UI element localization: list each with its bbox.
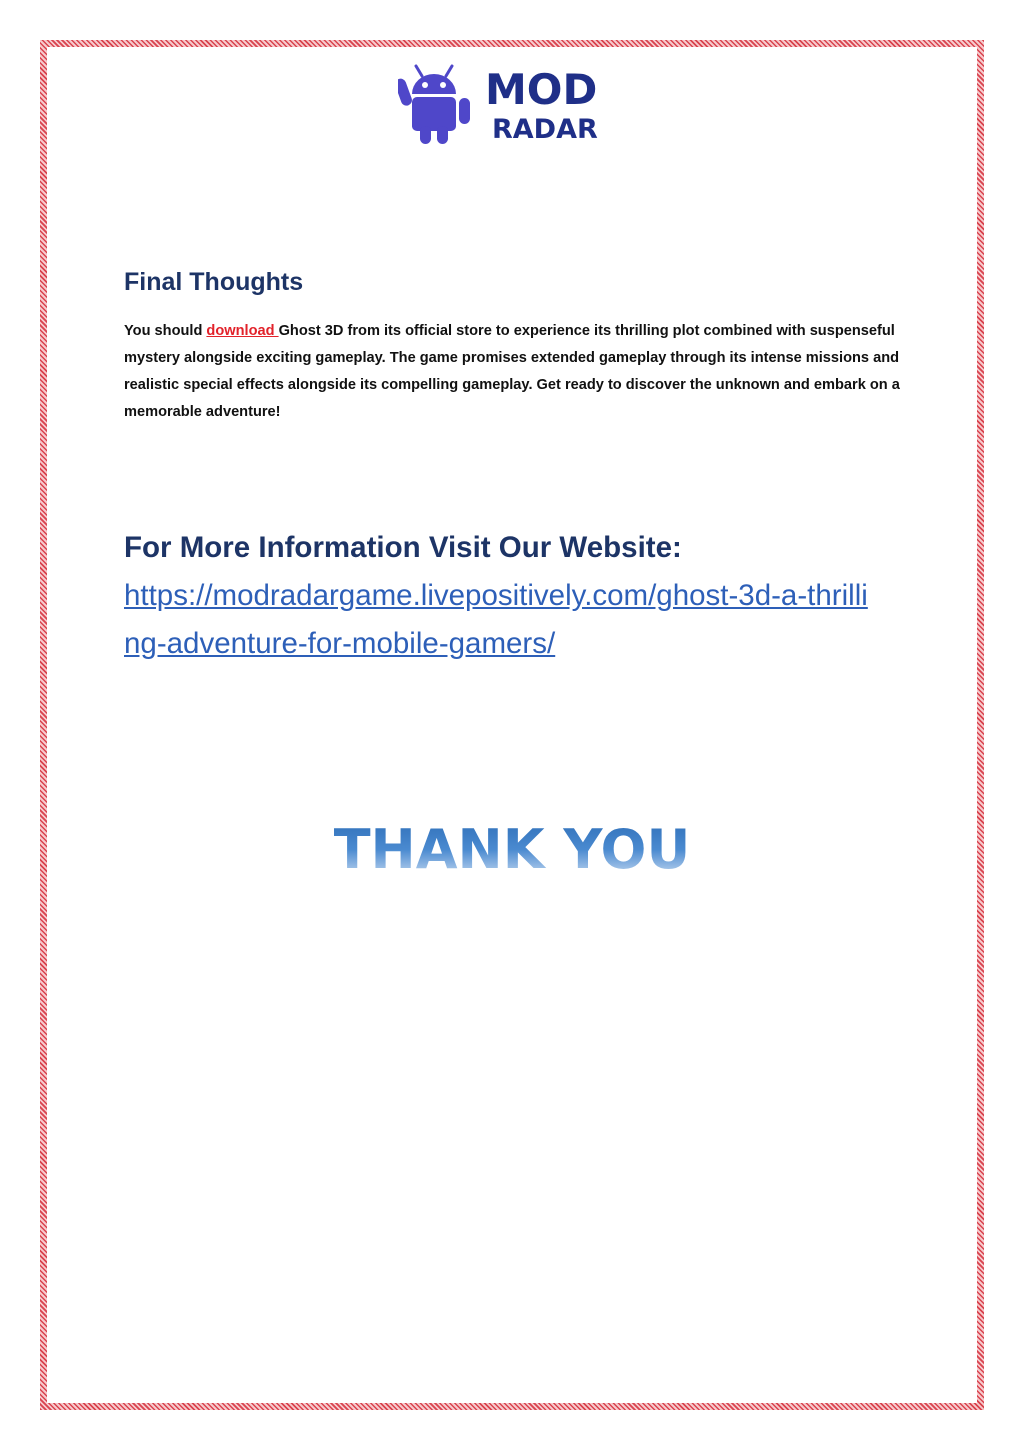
android-robot-icon [398, 58, 628, 148]
thank-you-banner [0, 802, 1024, 897]
mod-radar-logo [398, 58, 628, 148]
final-thoughts-paragraph [124, 318, 904, 426]
section-title: Final Thoughts [124, 268, 304, 296]
more-info-block [124, 524, 924, 668]
thank-you-text: THANK YOU [333, 818, 691, 881]
download-link[interactable]: download [206, 323, 279, 339]
logo-text-mod: MOD [485, 65, 598, 114]
logo-text-radar: RADAR [492, 114, 598, 145]
website-link[interactable]: https://modradargame.livepositively.com/ghost-3d-a-thrilling-adventure-for-mobile-gamers/ [124, 579, 868, 660]
decorative-border [40, 40, 984, 1410]
more-info-heading: For More Information Visit Our Website: [124, 531, 682, 564]
paragraph-body: Ghost 3D from its official store to experience its thrilling plot combined with suspenseful mystery alongside exciting gameplay. The game promises extended gameplay through its intense missions and realistic special effects alongside its compelling gameplay. Get ready to discover the unknown and embark on a memorable adventure! [124, 323, 900, 420]
paragraph-intro: You should [124, 323, 207, 339]
